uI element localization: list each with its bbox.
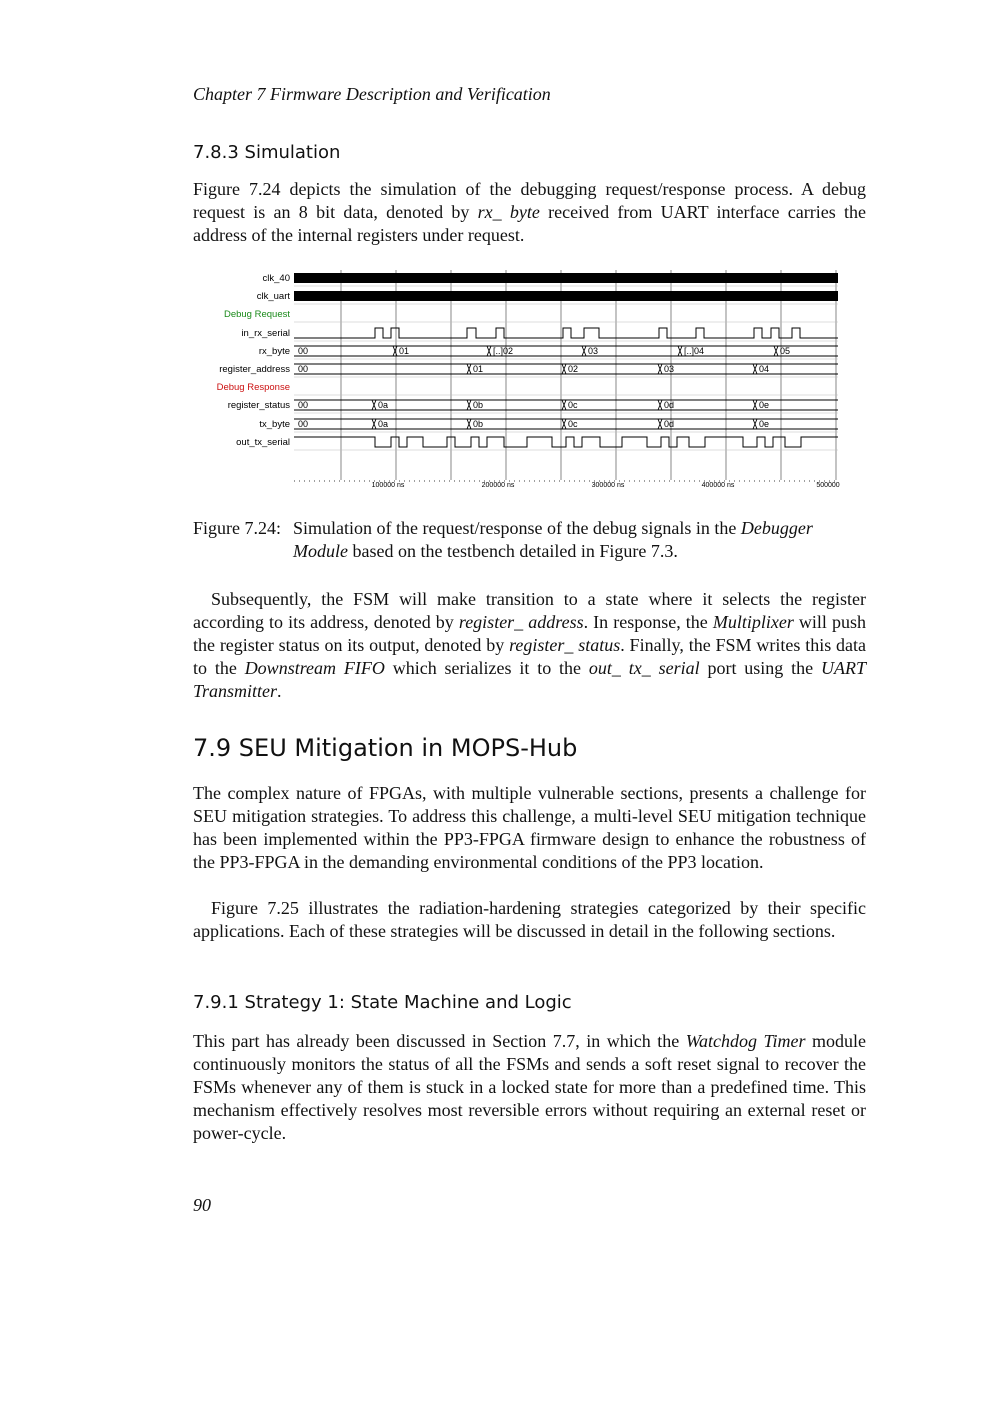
running-head: Chapter 7 Firmware Description and Verification [193, 84, 551, 104]
clock-signal [294, 273, 838, 283]
bus-value: 03 [664, 364, 675, 374]
strategy-1-paragraph: This part has already been discussed in Section 7.7, in which the Watchdog Timer module continuously monitors the status of all the FSMs and sends a soft reset signal to recover the FSMs whenever any of them is stuck in a locked state for more than a predefined time. This mechanism effectively resolves most reversible errors without requiring an external reset or power-cycle. [193, 1031, 866, 1143]
bus-value: 02 [568, 364, 579, 374]
bus-value: 00 [298, 346, 309, 356]
signal-label: tx_byte [259, 419, 290, 430]
bus-value: 0b [473, 400, 484, 410]
signal-label: clk_uart [256, 291, 290, 302]
time-tick-label: 500000 [816, 482, 840, 489]
signal-label: register_address [219, 364, 290, 375]
section-7-8-3-heading: 7.8.3 Simulation [193, 142, 341, 163]
page-number: 90 [193, 1195, 211, 1215]
time-tick-label: 300000 ns [591, 482, 625, 489]
bus-value: 05 [780, 346, 791, 356]
time-tick-label: 200000 ns [481, 482, 515, 489]
fsm-paragraph: Subsequently, the FSM will make transition to a state where it selects the register according to its address, denoted by register_ address. In response, the Multiplixer will push the register status on its output, denoted by register_ status. Finally, the FSM writes this data to the Downstream FIFO which serializes it to the out_ tx_ serial port using the UART Transmitter. [193, 589, 867, 701]
simulation-waveform-figure [193, 262, 866, 492]
bus-value: 0e [759, 419, 770, 429]
section-7-9-1-heading: 7.9.1 Strategy 1: State Machine and Logic [193, 992, 572, 1013]
seu-paragraph-1: The complex nature of FPGAs, with multiple vulnerable sections, presents a challenge for SEU mitigation strategies. To address this challenge, a multi-level SEU mitigation technique has been implemented within the PP3-FPGA firmware design to enhance the robustness of the PP3-FPGA in the demanding environmental conditions of the PP3 location. [193, 783, 866, 872]
bus-value: 0e [759, 400, 770, 410]
seu-paragraph-2: Figure 7.25 illustrates the radiation-hardening strategies categorized by their specific applications. Each of these strategies will be discussed in detail in the following sections. [193, 898, 866, 941]
figure-caption [193, 517, 866, 563]
bus-value: 0b [473, 419, 484, 429]
signal-label: in_rx_serial [241, 328, 290, 339]
time-tick-label: 100000 ns [371, 482, 405, 489]
bus-value: 0d [664, 419, 675, 429]
serial-waveform [294, 328, 838, 338]
signal-label: rx_byte [258, 346, 290, 357]
bus-value: 04 [759, 364, 770, 374]
bus-value: 00 [298, 400, 309, 410]
signal-label: clk_40 [262, 273, 290, 284]
bus-value: 0c [568, 400, 578, 410]
bus-value: 0a [378, 419, 389, 429]
bus-value: 00 [298, 364, 309, 374]
bus-value: [..]02 [493, 346, 514, 356]
bus-value: 0d [664, 400, 675, 410]
bus-value: 00 [298, 419, 309, 429]
signal-label: out_tx_serial [236, 437, 290, 448]
signal-label: register_status [227, 400, 290, 411]
signal-label: Debug Response [216, 382, 290, 393]
bus-value: 01 [473, 364, 484, 374]
serial-waveform [294, 437, 838, 447]
time-tick-label: 400000 ns [701, 482, 735, 489]
figure-caption-label: Figure 7.24: [193, 518, 281, 538]
bus-value: 0a [378, 400, 389, 410]
bus-value: 03 [588, 346, 599, 356]
bus-value: 01 [399, 346, 410, 356]
signal-label: Debug Request [223, 309, 290, 320]
clock-signal [294, 291, 838, 301]
bus-value: [..]04 [684, 346, 705, 356]
section-7-9-heading: 7.9 SEU Mitigation in MOPS-Hub [193, 734, 578, 762]
figure-caption-text: Simulation of the request/response of the debug signals in the Debugger Module based on the testbench detailed in Figure 7.3. [293, 518, 813, 561]
bus-value: 0c [568, 419, 578, 429]
simulation-paragraph: Figure 7.24 depicts the simulation of the debugging request/response process. A debug request is an 8 bit data, denoted by rx_ byte received from UART interface carries the address of the internal registers under request. [193, 179, 866, 245]
